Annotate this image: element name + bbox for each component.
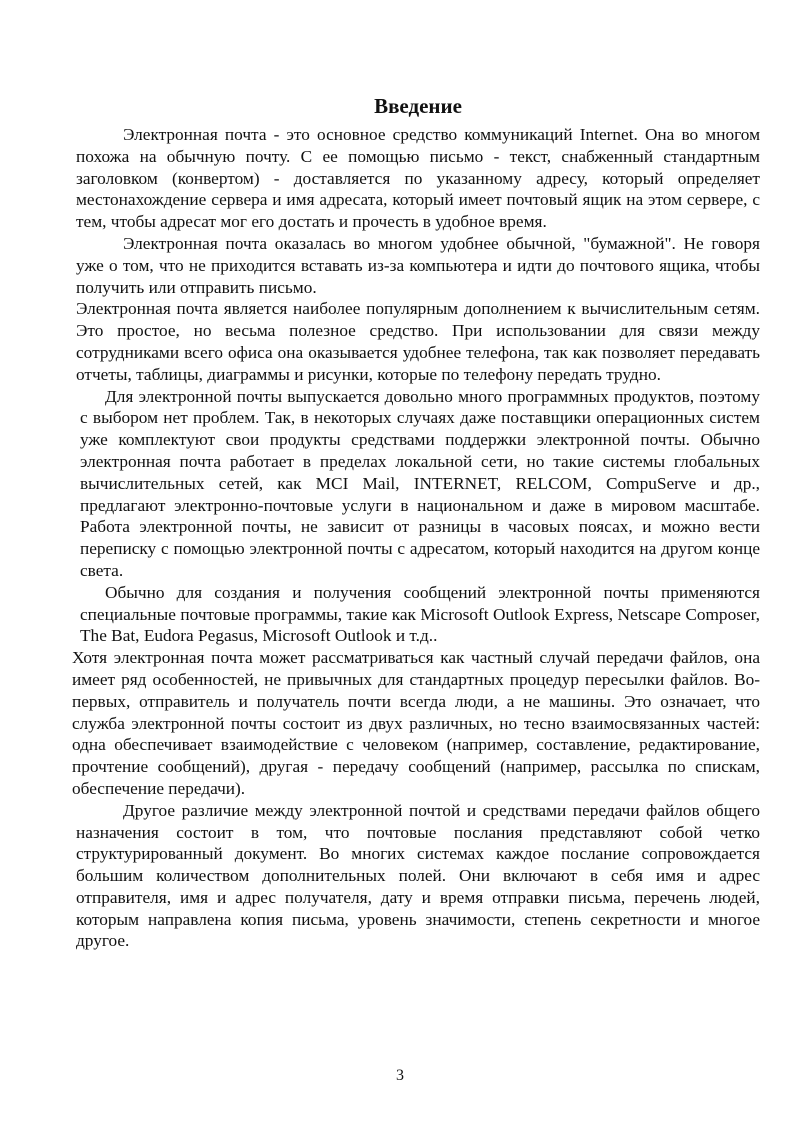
paragraph-2: Электронная почта оказалась во многом удобнее обычной, "бумажной". Не говоря уже о том, что не приходится вставать из-за компьютера и идти до почтового ящика, чтобы получить или отправить письмо. xyxy=(76,233,760,297)
page-body xyxy=(72,92,760,952)
paragraph-7: Другое различие между электронной почтой и средствами передачи файлов общего назначения состоит в том, что почтовые послания представляют собой четко структурированный документ. Во многих системах каждое послание сопровождается большим количеством дополнительных полей. Они включают в себя имя и адрес отправителя, имя и адрес получателя, дату и время отправки письма, перечень людей, которым направлена копия письма, уровень значимости, степень секретности и многое другое. xyxy=(76,800,760,951)
paragraph-3: Электронная почта является наиболее популярным дополнением к вычислительным сетям. Это простое, но весьма полезное средство. При использовании для связи между сотрудниками всего офиса она оказывается удобнее телефона, так как позволяет передавать отчеты, таблицы, диаграммы и рисунки, которые по телефону передать трудно. xyxy=(76,299,760,384)
paragraph-6: Хотя электронная почта может рассматриваться как частный случай передачи файлов, она имеет ряд особенностей, не привычных для стандартных процедур пересылки файлов. Во-первых, отправитель и получатель почти всегда люди, а не машины. Это означает, что служба электронной почты состоит из двух различных, но тесно взаимосвязанных частей: одна обеспечивает взаимодействие с человеком (например, составление, редактирование, прочтение сообщений), другая - передачу сообщений (например, рассылка по спискам, обеспечение передачи). xyxy=(72,648,760,798)
paragraph-1: Электронная почта - это основное средство коммуникаций Internet. Она во многом похожа на обычную почту. С ее помощью письмо - текст, снабженный стандартным заголовком (конвертом) - доставляется по указанному адресу, который определяет местонахождение сервера и имя адресата, который имеет почтовый ящик на этом сервере, с тем, чтобы адресат мог его достать и прочесть в удобное время. xyxy=(76,125,760,232)
paragraph-4: Для электронной почты выпускается довольно много программных продуктов, поэтому с выбором нет проблем. Так, в некоторых случаях даже поставщики операционных систем уже комплектуют свои продукты средствами поддержки электронной почты. Обычно электронная почта работает в пределах локальной сети, но такие системы глобальных вычислительных сетей, как MCI Mail, INTERNET, RELCOM, CompuServe и др., предлагают электронно-почтовые услуги в национальном и даже в мировом масштабе. Работа электронной почты, не зависит от разницы в часовых поясах, и можно вести переписку с помощью электронной почты с адресатом, который находится на другом конце света. xyxy=(80,386,760,580)
page-title: Введение xyxy=(374,94,462,118)
page-number: 3 xyxy=(396,1067,404,1084)
paragraph-5: Обычно для создания и получения сообщений электронной почты применяются специальные почтовые программы, такие как Microsoft Outlook Express, Netscape Composer, The Bat, Eudora Pegasus, Microsoft Outlook и т.д.. xyxy=(80,582,760,646)
